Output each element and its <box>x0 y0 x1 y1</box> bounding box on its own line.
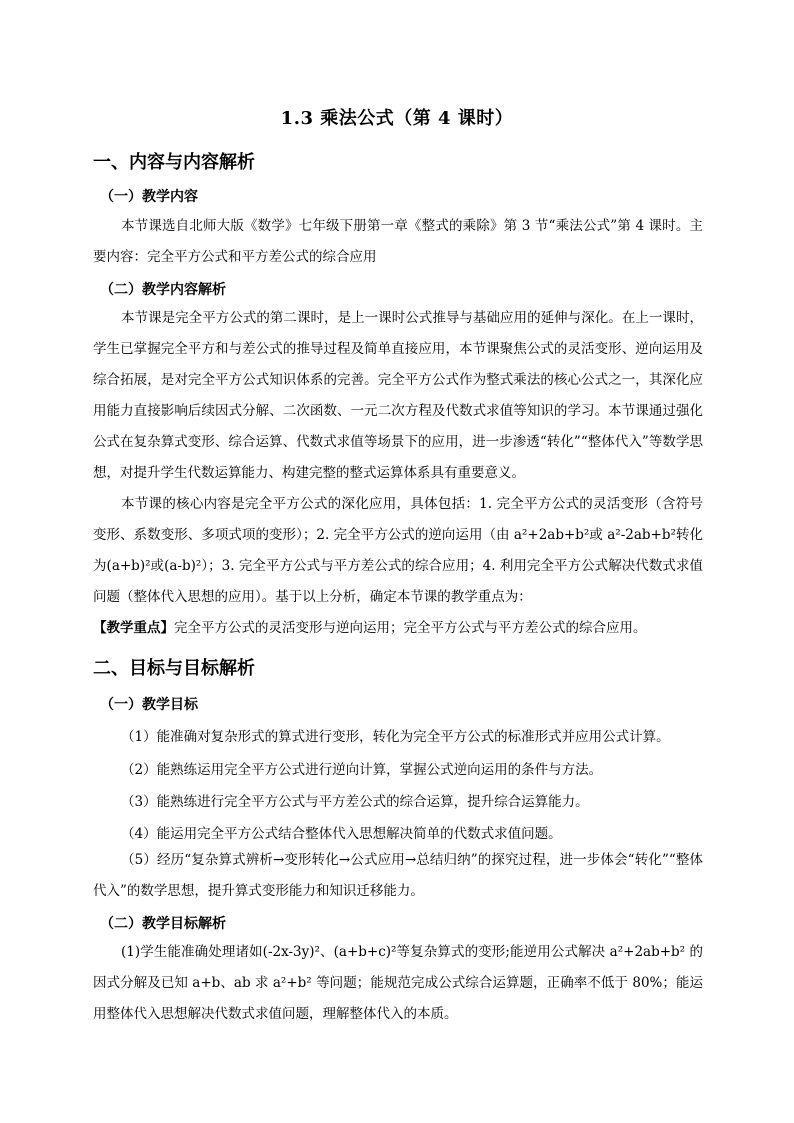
teaching-content-paragraph: 本节课选自北师大版《数学》七年级下册第一章《整式的乘除》第 3 节“乘法公式”第 4 课时。主要内容：完全平方公式和平方差公式的综合应用 <box>93 218 703 265</box>
goal-item: （3）能熟练进行完全平方公式与平方差公式的综合运算，提升综合运算能力。 <box>121 794 589 810</box>
content-analysis-paragraph-1: 本节课是完全平方公式的第二课时，是上一课时公式推导与基础应用的延伸与深化。在上一课时，学生已掌握完全平方和与差公式的推导过程及简单直接应用，本节课聚焦公式的灵活变形、逆向运用及综合拓展，是对完全平方公式知识体系的完善。完全平方公式作为整式乘法的核心公式之一，其深化应用能力直接影响后续因式分解、二次函数、一元二次方程及代数式求值等知识的学习。本节课通过强化公式在复杂算式变形、综合运算、代数式求值等场景下的应用，进一步渗透“转化”“整体代入”等数学思想，对提升学生代数运算能力、构建完整的整式运算体系具有重要意义。 <box>93 310 703 481</box>
subheading-teaching-goals: （一）教学目标 <box>100 697 198 713</box>
document-title: 1.3 乘法公式（第 4 课时） <box>280 108 514 129</box>
subheading-goal-analysis: （二）教学目标解析 <box>100 916 226 932</box>
goal-item: （2）能熟练运用完全平方公式进行逆向计算，掌握公式逆向运用的条件与方法。 <box>121 762 603 778</box>
goal-item-5: （5）经历“复杂算式辨析→变形转化→公式应用→总结归纳”的探究过程，进一步体会“转化”“整体代入”的数学思想，提升算式变形能力和知识迁移能力。 <box>93 852 703 899</box>
key-point-line <box>93 613 703 644</box>
subheading-teaching-content: （一）教学内容 <box>100 189 198 205</box>
section-heading-content: 一、内容与内容解析 <box>93 152 255 173</box>
goal-item: （1）能准确对复杂形式的算式进行变形，转化为完全平方公式的标准形式并应用公式计算。 <box>121 729 670 745</box>
goal-item: （4）能运用完全平方公式结合整体代入思想解决简单的代数式求值问题。 <box>121 826 562 842</box>
key-point-text: 完全平方公式的灵活变形与逆向运用；完全平方公式与平方差公式的综合应用。 <box>174 620 647 636</box>
goal-analysis-paragraph: (1)学生能准确处理诸如(-2x-3y)²、(a+b+c)²等复杂算式的变形;能逆用公式解决 a²+2ab+b² 的因式分解及已知 a+b、ab 求 a²+b² 等问题；能规范完成公式综合运算题，正确率不低于 80%；能运用整体代入思想解决代数式求值问题，理解整体代入的本质。 <box>93 944 703 1022</box>
section-heading-goals: 二、目标与目标解析 <box>93 658 255 679</box>
content-analysis-paragraph-2: 本节课的核心内容是完全平方公式的深化应用，具体包括：1. 完全平方公式的灵活变形（含符号变形、系数变形、多项式项的变形）；2. 完全平方公式的逆向运用（由 a²+2ab+b²或 a²-2ab+b²转化为(a+b)²或(a-b)²）；3. 完全平方公式与平方差公式的综合应用；4. 利用完全平方公式解决代数式求值问题（整体代入思想的应用）。基于以上分析，确定本节课的教学重点为： <box>93 496 703 605</box>
subheading-content-analysis: （二）教学内容解析 <box>100 282 226 298</box>
key-point-label: 【教学重点】 <box>93 620 174 636</box>
